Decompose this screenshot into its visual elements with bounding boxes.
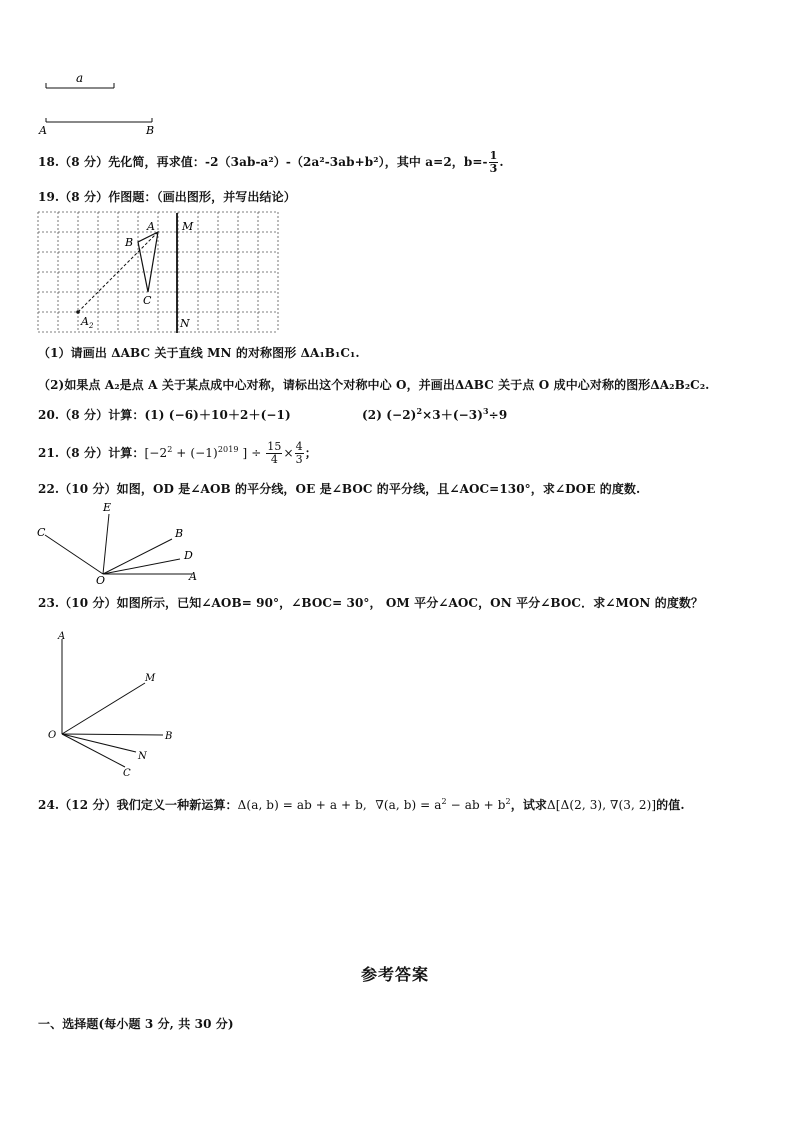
grid-label-M: M: [182, 220, 194, 233]
angle-figure-23: [40, 625, 190, 783]
fig22-label-C: C: [37, 526, 46, 539]
segment-figure: [30, 68, 170, 138]
segment-label-A: A: [39, 124, 47, 137]
q18-fraction: $\frac{1}{3}$: [489, 149, 498, 175]
question-23: 23.（10 分）如图所示，已知∠AOB= 90°，∠BOC= 30°， OM 平分∠AOC，ON 平分∠BOC．求∠MON 的度数？: [38, 596, 704, 610]
fig23-label-M: M: [145, 673, 156, 684]
answers-section-1: 一、选择题(每小题 3 分, 共 30 分): [38, 1017, 234, 1031]
fig22-label-D: D: [184, 549, 193, 562]
grid-label-B: B: [125, 236, 134, 249]
question-20-part1: 20.（8 分）计算：(1) (−6)＋10＋2＋(−1): [38, 408, 291, 422]
question-19: 19.（8 分）作图题：（画出图形，并写出结论）: [38, 190, 296, 204]
grid-label-C: C: [143, 294, 152, 307]
q21-expression: [$-2^2 + (-1)^{2019}$ ] ÷ $\frac{15}{4}$ × $\frac{4}{3}$: [144, 440, 303, 466]
fig23-label-O: O: [48, 730, 57, 741]
grid-label-N: N: [180, 317, 190, 330]
grid-label-A: A: [147, 220, 155, 233]
segment-label-B: B: [146, 124, 155, 137]
question-21: 21.（8 分）计算：[$-2^2 + (-1)^{2019}$ ] ÷ $\frac{15}{4}$ × $\frac{4}{3}$ ；: [38, 440, 317, 466]
q24-def2: ∇(a, $b) = a^2$ − ab + $b^2$: [375, 797, 511, 812]
fig23-label-B: B: [165, 731, 173, 742]
q18-text: 18.（8 分）先化简，再求值：-2（3ab-a²）-（2a²-3ab+b²），其中 a=2，b=-: [38, 155, 488, 169]
fig23-label-N: N: [138, 751, 147, 762]
q24-def1: Δ(a, b) = ab + a + b,: [237, 798, 367, 812]
answers-title: 参考答案: [361, 965, 430, 984]
segment-label-a: a: [76, 71, 84, 85]
angle-figure-22: [30, 498, 210, 586]
question-18: 18.（8 分）先化简，再求值：-2（3ab-a²）-（2a²-3ab+b²），其中 a=2，b=- $\frac{1}{3}$ .: [38, 149, 504, 175]
fig22-label-A: A: [189, 570, 197, 583]
fig22-label-O: O: [96, 574, 106, 586]
grid-label-A2: $A_2$: [81, 315, 94, 330]
fig23-label-A: A: [58, 631, 66, 642]
question-24: 24.（12 分）我们定义一种新运算：Δ(a, b) = ab + a + b, ∇(a, $b) = a^2$ − ab + $b^2$，试求Δ[Δ(2, 3), ∇(3, 2)]的值.: [38, 797, 685, 812]
q19-part1: （1）请画出 ΔABC 关于直线 MN 的对称图形 ΔA₁B₁C₁.: [38, 346, 360, 360]
q24-expression: Δ[Δ(2, 3), ∇(3, 2)]: [547, 798, 657, 812]
question-22: 22.（10 分）如图，OD 是∠AOB 的平分线，OE 是∠BOC 的平分线，且∠AOC=130°，求∠DOE 的度数.: [38, 482, 641, 496]
fig22-label-E: E: [103, 501, 112, 514]
q19-part2: （2)如果点 A₂是点 A 关于某点成中心对称，请标出这个对称中心 O，并画出ΔABC 关于点 O 成中心对称的图形ΔA₂B₂C₂.: [38, 378, 710, 392]
fig22-label-B: B: [175, 527, 184, 540]
grid-figure: [37, 211, 279, 335]
fig23-label-C: C: [123, 768, 131, 779]
question-20-part2: (2) $(-2)^2\times 3+(-3)^3\div 9$: [362, 406, 508, 422]
